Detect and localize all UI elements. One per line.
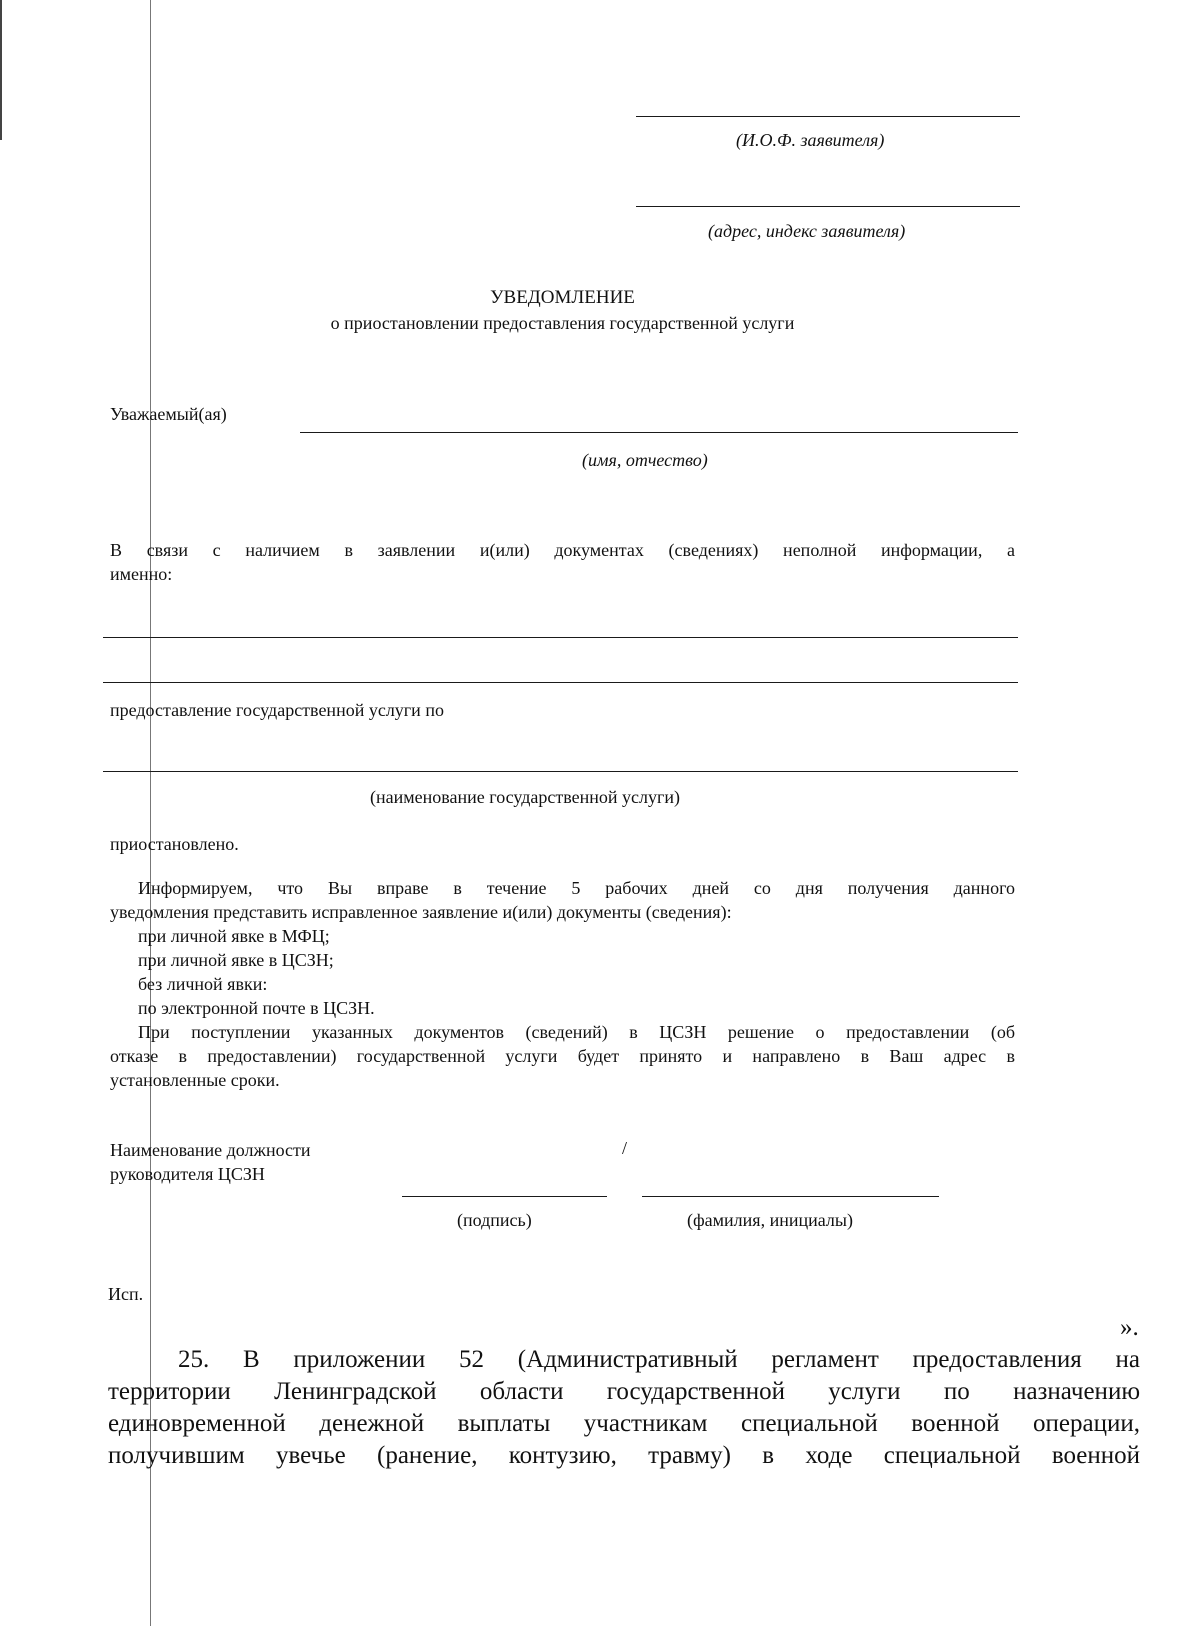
inform-final-3: установленные сроки. [110, 1070, 280, 1090]
applicant-address-caption: (адрес, индекс заявителя) [708, 221, 906, 241]
reason-blank-line-2 [103, 682, 1018, 683]
reason-blank-line-1 [103, 637, 1018, 638]
signer-name-caption: (фамилия, инициалы) [687, 1210, 853, 1230]
closing-quote: ». [1120, 1314, 1139, 1341]
inform-option-3: без личной явки: [138, 974, 268, 994]
inform-final-2: отказе в предоставлении) государственной услуги будет принято и направлено в Ваш адрес в [110, 1046, 1015, 1066]
inform-final-1: При поступлении указанных документов (сведений) в ЦСЗН решение о предоставлении (об [138, 1022, 1015, 1042]
service-suspended: приостановлено. [110, 834, 239, 854]
greeting-caption: (имя, отчество) [582, 450, 708, 470]
reason-line-2: именно: [110, 564, 173, 584]
signature-line [402, 1196, 607, 1197]
inform-option-2: при личной явке в ЦСЗН; [138, 950, 334, 970]
signature-slash: / [622, 1138, 628, 1158]
inform-option-1: при личной явке в МФЦ; [138, 926, 330, 946]
applicant-address-line [636, 206, 1020, 207]
signature-position-2: руководителя ЦСЗН [110, 1164, 265, 1184]
signer-name-line [642, 1196, 939, 1197]
service-text: предоставление государственной услуги по [110, 700, 444, 720]
scan-edge-line [0, 0, 2, 140]
amendment-line-2: территории Ленинградской области государственной услуги по назначению [108, 1378, 1140, 1405]
inform-line-1: Информируем, что Вы вправе в течение 5 рабочих дней со дня получения данного [138, 878, 1015, 898]
greeting-label: Уважаемый(ая) [110, 404, 227, 424]
greeting-name-line [300, 432, 1018, 433]
amendment-line-1: 25. В приложении 52 (Административный регламент предоставления на [178, 1346, 1140, 1373]
service-name-line [103, 771, 1018, 772]
applicant-name-line [636, 116, 1020, 117]
reason-line-1: В связи с наличием в заявлении и(или) документах (сведениях) неполной информации, а [110, 540, 1015, 560]
document-subtitle: о приостановлении предоставления государственной услуги [330, 313, 795, 333]
inform-option-4: по электронной почте в ЦСЗН. [138, 998, 375, 1018]
executor-label: Исп. [108, 1284, 144, 1304]
document-title: УВЕДОМЛЕНИЕ [490, 287, 635, 308]
signature-position-1: Наименование должности [110, 1140, 311, 1160]
inform-line-2: уведомления представить исправленное заявление и(или) документы (сведения): [110, 902, 732, 922]
amendment-line-3: единовременной денежной выплаты участникам специальной военной операции, [108, 1410, 1140, 1437]
applicant-name-caption: (И.О.Ф. заявителя) [736, 130, 885, 150]
service-caption: (наименование государственной услуги) [370, 787, 681, 807]
amendment-line-4: получившим увечье (ранение, контузию, травму) в ходе специальной военной [108, 1442, 1140, 1469]
signature-caption: (подпись) [457, 1210, 532, 1230]
